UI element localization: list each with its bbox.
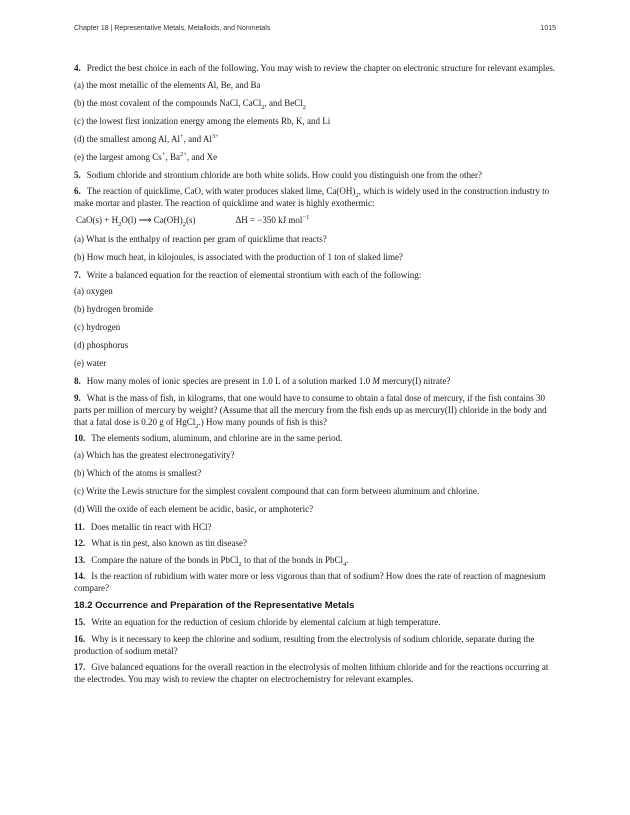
question-8: 8. How many moles of ionic species are present in 1.0 L of a solution marked 1.0 M mercury(I) nitrate?: [74, 376, 451, 386]
question-12: 12. What is tin pest, also known as tin disease?: [74, 538, 247, 548]
chapter-header: Chapter 18 | Representative Metals, Metalloids, and Nonmetals: [74, 25, 271, 32]
question-6b: (b) How much heat, in kilojoules, is associated with the production of 1 ton of slaked lime?: [74, 251, 403, 262]
question-4e: (e) the largest among Cs+, $Ba^{2+}$, and Xe: [74, 150, 218, 162]
question-9: 9. What is the mass of fish, in kilograms, that one would have to consume to obtain a fatal dose of mercury, if the fish contains 30 parts per million of mercury by weight? (Assume that all the mercury from the fish ends up as mercury(II) chloride in the body and that a fatal dose is 0.20 g of HgCl$_2$.) How many pounds of fish is this?: [74, 392, 547, 430]
question-10: 10. The elements sodium, aluminum, and chlorine are in the same period.: [74, 433, 343, 443]
question-4: 4. Predict the best choice in each of the following. You may wish to review the chapter on electronic structure for relevant examples.: [74, 63, 556, 73]
question-14: 14. Is the reaction of rubidium with water more or less vigorous than that of sodium? How does the rate of reaction of magnesium compare?: [74, 571, 546, 593]
question-7e: (e) water: [74, 358, 107, 368]
reaction-equation: $CaO(s) + H_2O(l)$ ⟶ $Ca(OH)_2(s) \Delta H = -350$ kJ mol$^{-1}$: [76, 213, 310, 228]
question-7: 7. Write a balanced equation for the reaction of elemental strontium with each of the following:: [74, 269, 422, 280]
question-7b: (b) hydrogen bromide: [74, 304, 153, 314]
question-4d: (d) the smallest among Al, Al+, and $Al^{3+}$: [74, 132, 219, 144]
question-6a: (a) What is the enthalpy of reaction per gram of quicklime that reacts?: [74, 233, 327, 244]
question-7a: (a) oxygen: [74, 286, 113, 296]
question-4c: (c) the lowest first ionization energy among the elements Rb, K, and Li: [74, 115, 331, 126]
enthalpy-value: ΔH = −350 kJ mol$^{-1}$: [235, 213, 310, 225]
section-heading: 18.2 Occurrence and Preparation of the Representative Metals: [74, 600, 355, 611]
exercise-list: [74, 62, 556, 690]
question-15: 15. Write an equation for the reduction of cesium chloride by elemental calcium at high temperature.: [74, 617, 441, 627]
question-10d: (d) Will the oxide of each element be acidic, basic, or amphoteric?: [74, 503, 314, 514]
question-10a: (a) Which has the greatest electronegativity?: [74, 449, 235, 460]
question-11: 11. Does metallic tin react with HCl?: [74, 521, 212, 532]
question-10b: (b) Which of the atoms is smallest?: [74, 467, 202, 478]
page-number: 1015: [540, 25, 556, 32]
question-4b: (b) the most covalent of the compounds NaCl, CaCl$_2$, and BeCl$_2$: [74, 97, 306, 111]
question-6: 6. The reaction of quicklime, CaO, with water produces slaked lime, $Ca(OH)_2$, which is widely used in the construction industry to make mortar and plaster. The reaction of quicklime and water is highly exothermic:: [74, 186, 550, 208]
question-16: 16. Why is it necessary to keep the chlorine and sodium, resulting from the electrolysis of sodium chloride, separate during the production of sodium metal?: [74, 633, 535, 656]
question-7d: (d) phosphorus: [74, 340, 129, 350]
question-7c: (c) hydrogen: [74, 322, 121, 332]
question-13: 13. Compare the nature of the bonds in PbCl$_2$ to that of the bonds in PbCl$_4$.: [74, 554, 349, 568]
question-10c: (c) Write the Lewis structure for the simplest covalent compound that can form between aluminum and chlorine.: [74, 485, 480, 496]
question-17: 17. Give balanced equations for the overall reaction in the electrolysis of molten lithium chloride and for the reactions occurring at the electrodes. You may wish to review the chapter on electrochemistry for relevant examples.: [74, 662, 549, 684]
question-4a: (a) the most metallic of the elements Al, Be, and Ba: [74, 79, 261, 90]
question-5: 5. Sodium chloride and strontium chloride are both white solids. How could you distinguish one from the other?: [74, 169, 482, 180]
